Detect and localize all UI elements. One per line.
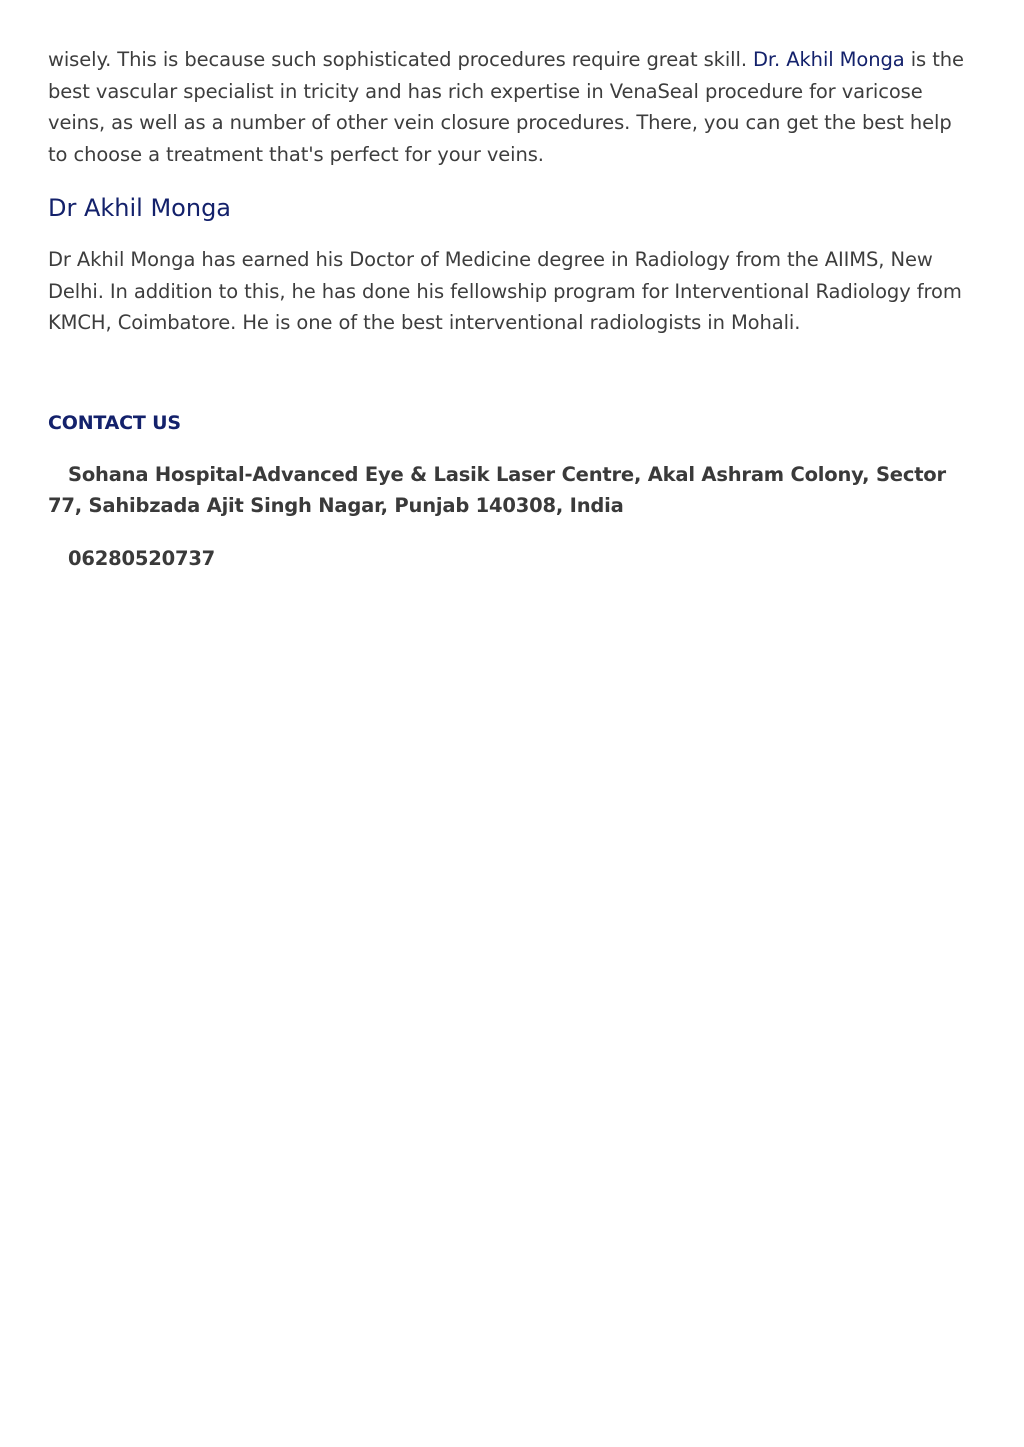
contact-address-text: Sohana Hospital-Advanced Eye & Lasik Laser Centre, Akal Ashram Colony, Sector 77, Sahibzada Ajit Singh Nagar, Punjab 140308, India: [48, 462, 946, 517]
intro-text-before-link: wisely. This is because such sophisticated procedures require great skill.: [48, 48, 754, 71]
contact-phone-text[interactable]: 06280520737: [68, 546, 216, 570]
doctor-bio: Dr Akhil Monga has earned his Doctor of Medicine degree in Radiology from the AIIMS, New Delhi. In addition to this, he has done his fellowship program for Interventional Radiology from KMCH, Coimbatore. He is one of the best interventional radiologists in Mohali.: [48, 248, 962, 334]
intro-paragraph: [48, 44, 968, 170]
contact-heading: CONTACT US: [48, 411, 181, 434]
contact-address: [48, 459, 968, 521]
contact-phone: [48, 543, 968, 574]
doctor-heading: Dr Akhil Monga: [48, 194, 232, 222]
document-page: [48, 44, 968, 574]
intro-text-after-link: is the best vascular specialist in tricity and has rich expertise in VenaSeal procedure for varicose veins, as well as a number of other vein closure procedures. There, you can get the best help to choose a treatment that's perfect for your veins.: [48, 48, 964, 166]
doctor-profile-link[interactable]: Dr. Akhil Monga: [753, 48, 905, 71]
